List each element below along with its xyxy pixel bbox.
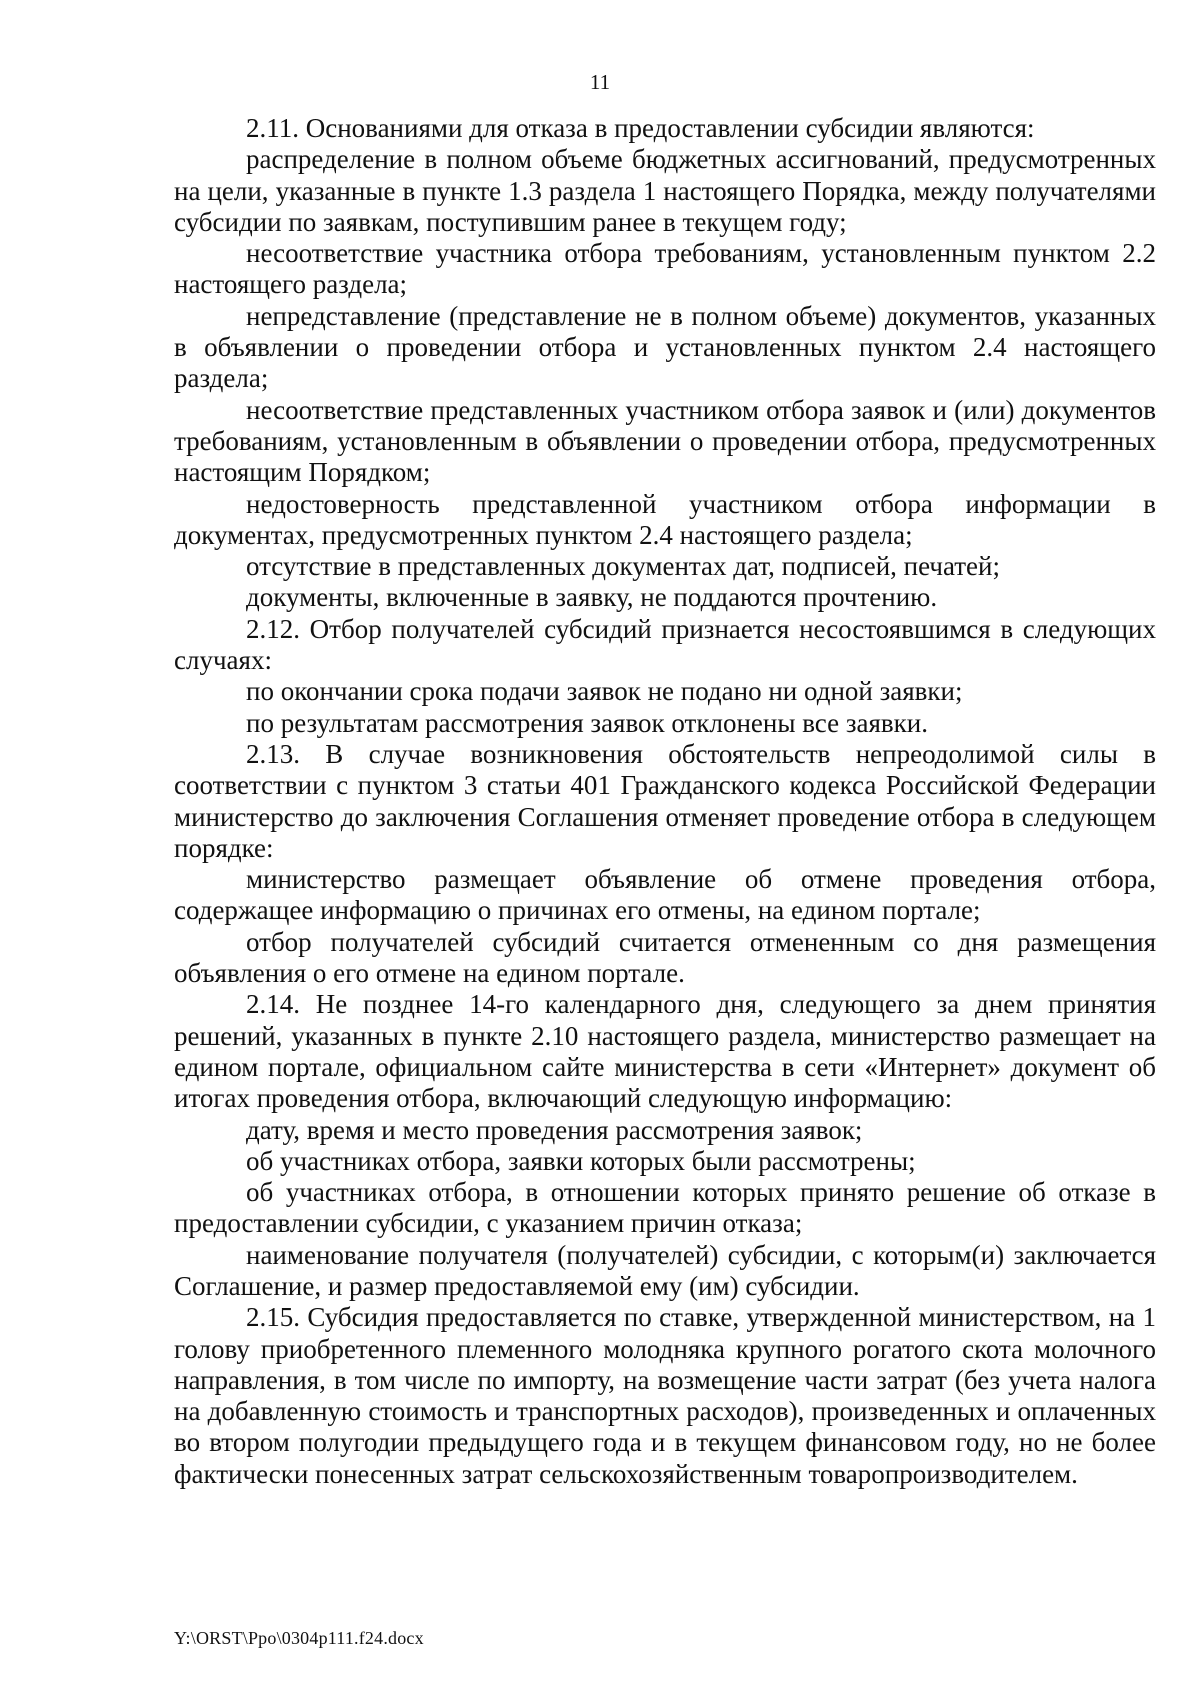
page-number: 11 (589, 70, 611, 94)
paragraph: об участниках отбора, в отношении которых принято решение об отказе в предоставлении субсидии, с указанием причин отказа; (174, 1177, 1156, 1239)
paragraph: отсутствие в представленных документах дат, подписей, печатей; (246, 551, 1000, 582)
paragraph: недостоверность представленной участником отбора информации в документах, предусмотренных пунктом 2.4 настоящего раздела; (174, 488, 1156, 550)
paragraph: отбор получателей субсидий считается отмененным со дня размещения объявления о его отмене на едином портале. (174, 926, 1156, 989)
document-body (174, 113, 1156, 1490)
paragraph-2-12: 2.12. Отбор получателей субсидий признается несостоявшимся в следующих случаях: (174, 613, 1156, 676)
paragraph: министерство размещает объявление об отмене проведения отбора, содержащее информацию о причинах его отмены, на едином портале; (174, 864, 1156, 926)
paragraph: об участниках отбора, заявки которых были рассмотрены; (246, 1145, 916, 1176)
paragraph-2-13: 2.13. В случае возникновения обстоятельств непреодолимой силы в соответствии с пунктом 3 статьи 401 Гражданского кодекса Российской Федерации министерство до заключения Соглашения отменяет проведение отбора в следующем порядке: (174, 738, 1156, 863)
paragraph-2-11: 2.11. Основаниями для отказа в предоставлении субсидии являются: (246, 113, 1035, 143)
paragraph: по окончании срока подачи заявок не подано ни одной заявки; (246, 676, 963, 707)
paragraph-2-14: 2.14. Не позднее 14-го календарного дня, следующего за днем принятия решений, указанных в пункте 2.10 настоящего раздела, министерство размещает на едином портале, официальном сайте министерства в сети «Интернет» документ об итогах проведения отбора, включающий следующую информацию: (174, 989, 1156, 1114)
paragraph: распределение в полном объеме бюджетных ассигнований, предусмотренных на цели, указанные в пункте 1.3 раздела 1 настоящего Порядка, между получателями субсидии по заявкам, поступившим ранее в текущем году; (174, 144, 1156, 237)
paragraph: дату, время и место проведения рассмотрения заявок; (246, 1114, 863, 1145)
paragraph: документы, включенные в заявку, не поддаются прочтению. (246, 582, 938, 613)
footer-file-path: Y:\ORST\Ppo\0304p111.f24.docx (174, 1628, 424, 1648)
paragraph: несоответствие представленных участником отбора заявок и (или) документов требованиям, установленным в объявлении о проведении отбора, предусмотренных настоящим Порядком; (174, 394, 1156, 488)
paragraph-2-15: 2.15. Субсидия предоставляется по ставке, утвержденной министерством, на 1 голову приобретенного племенного молодняка крупного рогатого скота молочного направления, в том числе по импорту, на возмещение части затрат (без учета налога на добавленную стоимость и транспортных расходов), произведенных и оплаченных во втором полугодии предыдущего года и в текущем финансовом году, но не более фактически понесенных затрат сельскохозяйственным товаропроизводителем. (174, 1302, 1156, 1489)
paragraph: несоответствие участника отбора требованиям, установленным пунктом 2.2 настоящего раздела; (174, 238, 1156, 300)
paragraph: непредставление (представление не в полном объеме) документов, указанных в объявлении о проведении отбора и установленных пунктом 2.4 настоящего раздела; (174, 300, 1156, 394)
paragraph: наименование получателя (получателей) субсидии, с которым(и) заключается Соглашение, и размер предоставляемой ему (им) субсидии. (174, 1239, 1156, 1301)
paragraph: по результатам рассмотрения заявок отклонены все заявки. (246, 707, 928, 738)
